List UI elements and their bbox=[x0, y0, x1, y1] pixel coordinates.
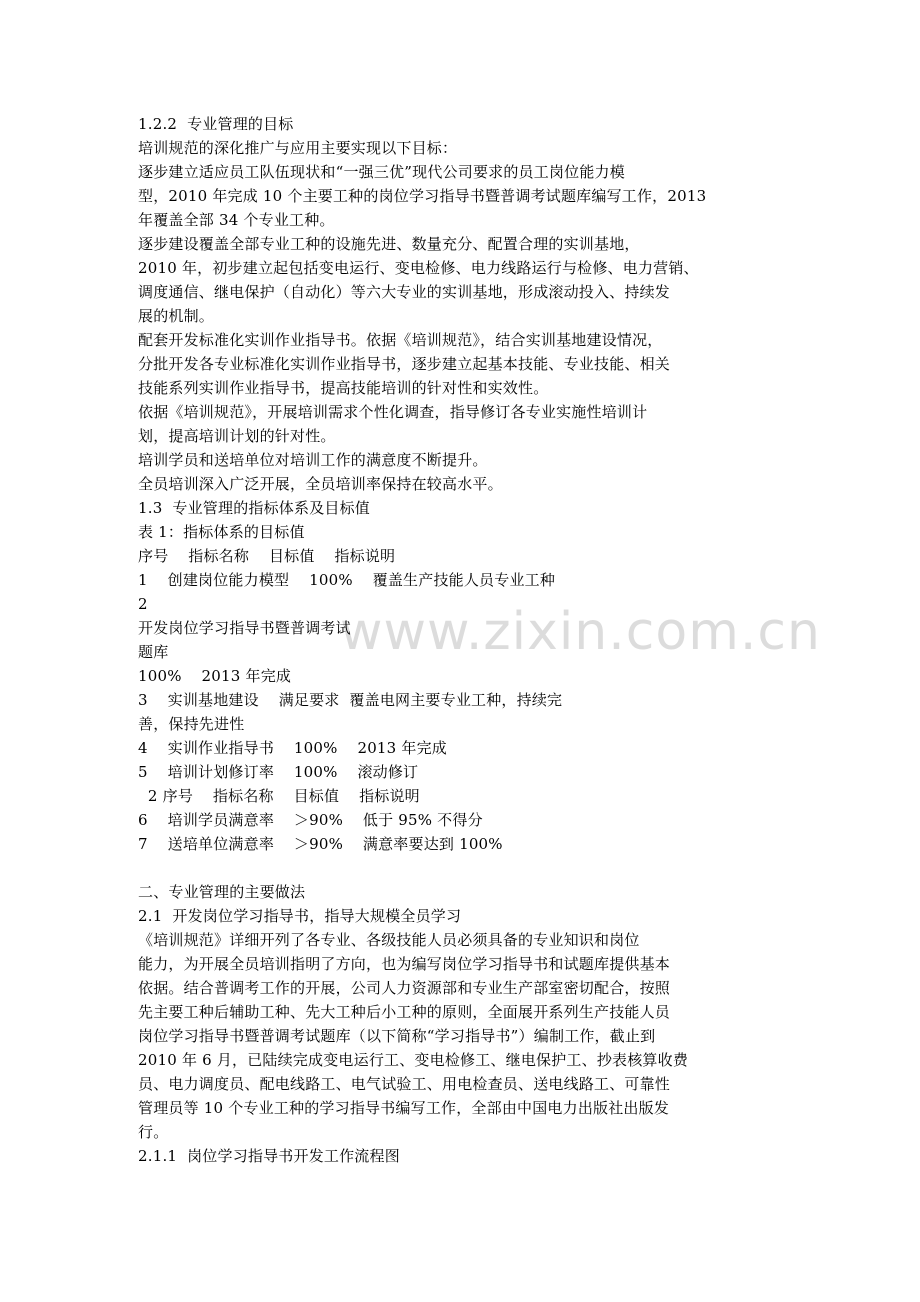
paragraph-line: 管理员等 10 个专业工种的学习指导书编写工作，全部由中国电力出版社出版发 bbox=[138, 1099, 670, 1117]
paragraph-line: 员、电力调度员、配电线路工、电气试验工、用电检查员、送电线路工、可靠性 bbox=[138, 1075, 671, 1093]
table-row: 2 bbox=[138, 595, 148, 613]
paragraph-line: 划，提高培训计划的针对性。 bbox=[138, 427, 336, 445]
table-row: 5 培训计划修订率 100% 滚动修订 bbox=[138, 763, 419, 781]
table-caption: 表 1：指标体系的目标值 bbox=[138, 523, 305, 541]
table-row: 100% 2013 年完成 bbox=[138, 667, 292, 685]
paragraph-line: 能力，为开展全员培训指明了方向，也为编写岗位学习指导书和试题库提供基本 bbox=[138, 955, 671, 973]
section-heading-2-1: 2.1 开发岗位学习指导书，指导大规模全员学习 bbox=[138, 907, 462, 925]
paragraph-line: 型，2010 年完成 10 个主要工种的岗位学习指导书暨普调考试题库编写工作，2013 bbox=[138, 187, 707, 205]
table-header-row: 2 序号 指标名称 目标值 指标说明 bbox=[138, 787, 420, 805]
watermark: www.zixin.com.cn bbox=[340, 602, 821, 662]
paragraph-line: 先主要工种后辅助工种、先大工种后小工种的原则，全面展开系列生产技能人员 bbox=[138, 1003, 671, 1021]
table-row: 善，保持先进性 bbox=[138, 715, 245, 733]
paragraph-line: 依据《培训规范》，开展培训需求个性化调查，指导修订各专业实施性培训计 bbox=[138, 403, 648, 421]
table-row: 开发岗位学习指导书暨普调考试 bbox=[138, 619, 351, 637]
paragraph-line: 逐步建立适应员工队伍现状和“一强三优”现代公司要求的员工岗位能力模 bbox=[138, 163, 625, 181]
paragraph-line: 2010 年，初步建立起包括变电运行、变电检修、电力线路运行与检修、电力营销、 bbox=[138, 259, 699, 277]
paragraph-line: 逐步建设覆盖全部专业工种的设施先进、数量充分、配置合理的实训基地， bbox=[138, 235, 640, 253]
paragraph-line: 岗位学习指导书暨普调考试题库（以下简称“学习指导书”）编制工作，截止到 bbox=[138, 1027, 656, 1045]
section-heading-2: 二、专业管理的主要做法 bbox=[138, 883, 306, 901]
table-row: 6 培训学员满意率 ＞90% 低于 95% 不得分 bbox=[138, 811, 483, 829]
paragraph-line: 《培训规范》详细开列了各专业、各级技能人员必须具备的专业知识和岗位 bbox=[138, 931, 640, 949]
paragraph-line: 依据。结合普调考工作的开展，公司人力资源部和专业生产部室密切配合，按照 bbox=[138, 979, 671, 997]
paragraph-line: 2010 年 6 月，已陆续完成变电运行工、变电检修工、继电保护工、抄表核算收费 bbox=[138, 1051, 689, 1069]
paragraph-line: 调度通信、继电保护（自动化）等六大专业的实训基地，形成滚动投入、持续发 bbox=[138, 283, 671, 301]
paragraph-line: 全员培训深入广泛开展，全员培训率保持在较高水平。 bbox=[138, 475, 503, 493]
paragraph-line: 行。 bbox=[138, 1123, 169, 1141]
paragraph-line: 培训学员和送培单位对培训工作的满意度不断提升。 bbox=[138, 451, 488, 469]
section-heading-1-2-2: 1.2.2 专业管理的目标 bbox=[138, 115, 294, 133]
table-row: 4 实训作业指导书 100% 2013 年完成 bbox=[138, 739, 447, 757]
table-row: 题库 bbox=[138, 643, 169, 661]
table-row: 1 创建岗位能力模型 100% 覆盖生产技能人员专业工种 bbox=[138, 571, 556, 589]
paragraph-line: 配套开发标准化实训作业指导书。依据《培训规范》，结合实训基地建设情况， bbox=[138, 331, 663, 349]
paragraph-line: 培训规范的深化推广与应用主要实现以下目标： bbox=[138, 139, 458, 157]
section-heading-2-1-1: 2.1.1 岗位学习指导书开发工作流程图 bbox=[138, 1147, 400, 1165]
table-row: 7 送培单位满意率 ＞90% 满意率要达到 100% bbox=[138, 835, 503, 853]
paragraph-line: 年覆盖全部 34 个专业工种。 bbox=[138, 211, 335, 229]
table-header-row: 序号 指标名称 目标值 指标说明 bbox=[138, 547, 396, 565]
paragraph-line: 展的机制。 bbox=[138, 307, 215, 325]
table-row: 3 实训基地建设 满足要求 覆盖电网主要专业工种，持续完 bbox=[138, 691, 563, 709]
section-heading-1-3: 1.3 专业管理的指标体系及目标值 bbox=[138, 499, 370, 517]
paragraph-line: 技能系列实训作业指导书，提高技能培训的针对性和实效性。 bbox=[138, 379, 549, 397]
paragraph-line: 分批开发各专业标准化实训作业指导书，逐步建立起基本技能、专业技能、相关 bbox=[138, 355, 671, 373]
